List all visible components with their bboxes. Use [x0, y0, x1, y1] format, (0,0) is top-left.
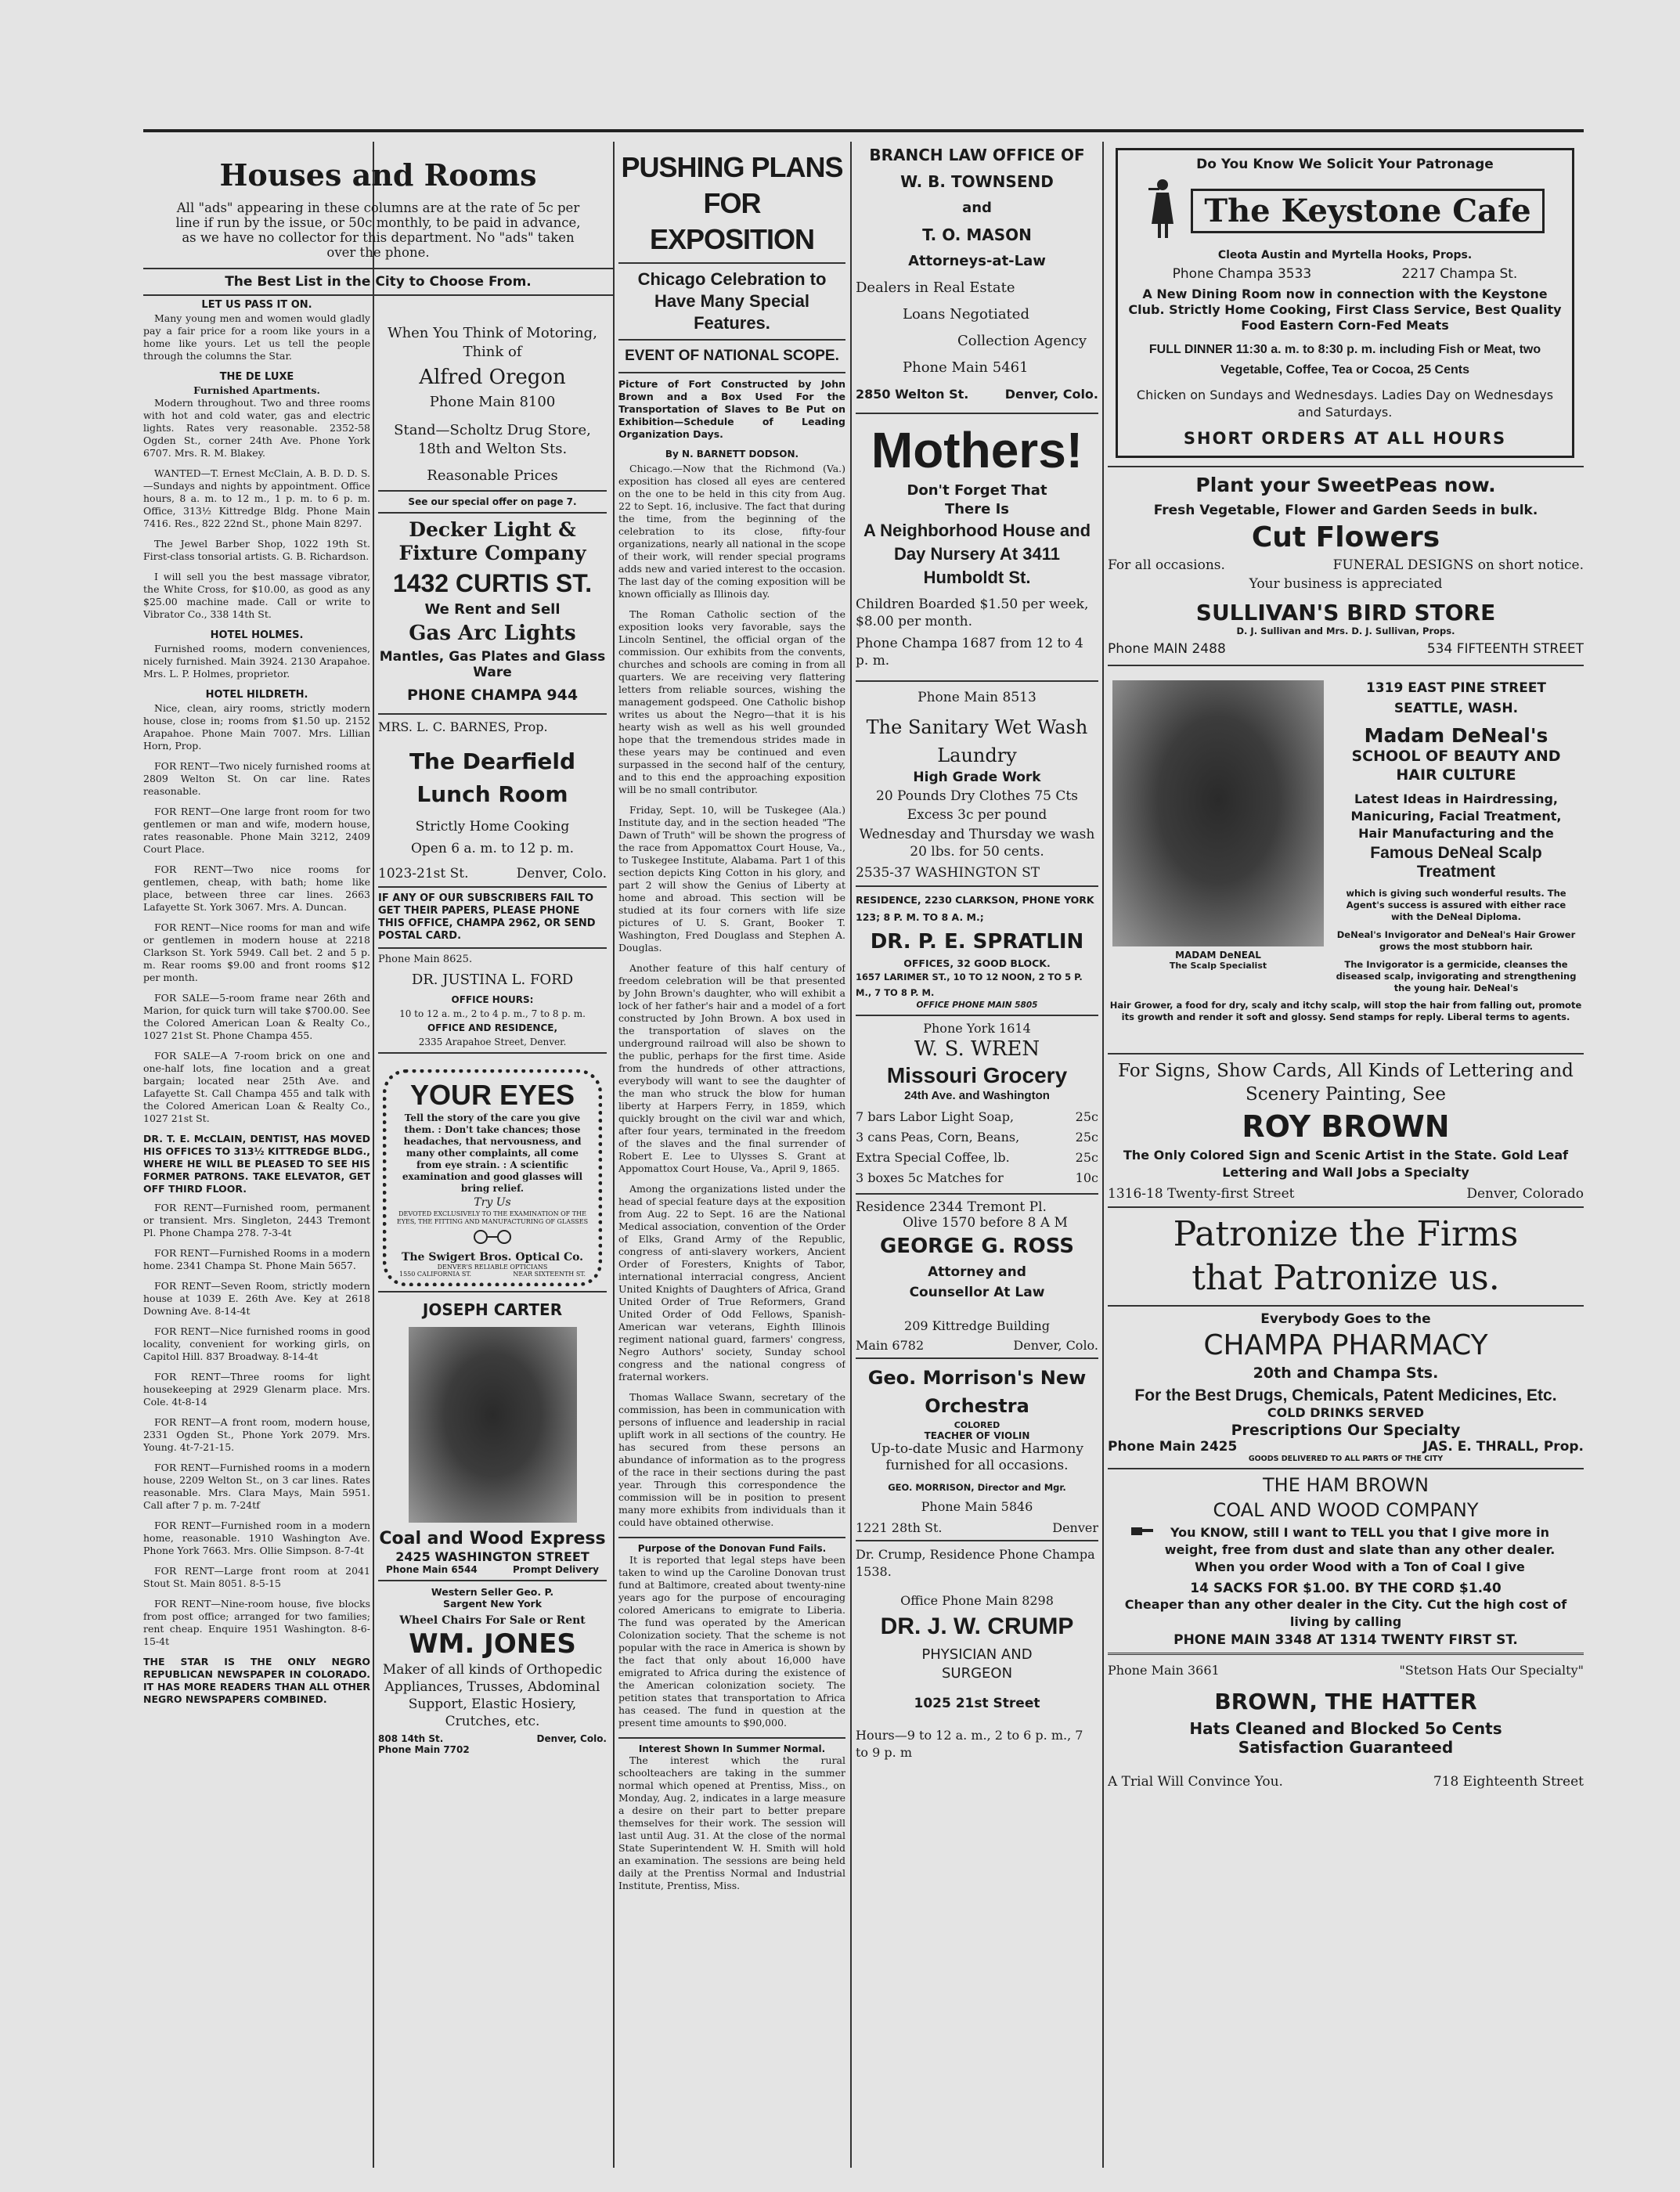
laundry-excess: Excess 3c per pound — [907, 807, 1047, 823]
wren-phone: Phone York 1614 — [923, 1021, 1031, 1036]
subscribers-notice: IF ANY OF OUR SUBSCRIBERS FAIL TO GET THEIR PAPERS, PLEASE PHONE THIS OFFICE, CHAMPA 2962, OR SEND POSTAL CARD. — [378, 892, 596, 942]
patronize-banner: Patronize the Firms that Patronize us. — [1173, 1214, 1519, 1298]
deluxe-text: Modern throughout. Two and three rooms with hot and cold water, gas and electric lights. Rates very reasonable. 2352-58 Ogden St., corner 24th Ave. Phone York 6707. Mrs. R. M. Blakey. — [143, 397, 370, 459]
bird-store-address: 534 FIFTEENTH STREET — [1426, 641, 1584, 657]
deneal-name: Madam DeNeal's — [1364, 724, 1548, 747]
keystone-text: A New Dining Room now in connection with the Keystone Club. Strictly Home Cooking, First Class Service, Best Quality Food Eastern Corn-Fed Meats — [1128, 287, 1562, 333]
classified-ad: FOR RENT—Furnished room in a modern home, reasonable. 1910 Washington Ave. Phone York 7663. Mrs. Ollie Simpson. 8-7-4t — [143, 1520, 370, 1556]
roy-brown-ad — [1108, 1059, 1584, 1202]
classified-ad: FOR RENT—One large front room for two gentlemen or man and wife, modern house, rates reasonable. Phone Main 3212, 2409 Court Place. — [143, 806, 370, 855]
ross-city: Denver, Colo. — [1013, 1338, 1098, 1353]
pass-it-text: Many young men and women would gladly pay a fair price for a room like yours in a home like yours. Let us tell the people through the columns the Star. — [143, 312, 370, 362]
wren-price-list — [856, 1107, 1098, 1188]
ford-office-label: OFFICE HOURS: — [451, 994, 534, 1005]
keystone-dinner: FULL DINNER 11:30 a. m. to 8:30 p. m. including Fish or Meat, two Vegetable, Coffee, Tea or Cocoa, 25 Cents — [1148, 343, 1541, 377]
morrison-colored: COLORED — [954, 1420, 1000, 1430]
price-value: 25c — [1075, 1150, 1098, 1165]
price-value: 25c — [1075, 1109, 1098, 1124]
classifieds-list — [143, 298, 370, 2168]
ham-brown-ad — [1108, 1474, 1584, 1648]
pharmacy-name: CHAMPA PHARMACY — [1203, 1329, 1488, 1361]
cut-flowers: Cut Flowers — [1251, 521, 1440, 553]
deneal-address: 1319 EAST PINE STREET — [1365, 680, 1547, 696]
law-and: and — [962, 200, 992, 216]
law-collection: Collection Agency — [957, 333, 1087, 349]
decker-address: 1432 CURTIS ST. — [392, 569, 593, 597]
eyes-company: The Swigert Bros. Optical Co. — [401, 1251, 584, 1264]
motoring-name: Alfred Oregon — [419, 366, 566, 389]
law-name-2: T. O. MASON — [922, 225, 1032, 244]
article-paragraph: The Roman Catholic section of the exposition looks very favorable, says the Lincoln Sentinel, the official organ of the commission. Our exhibits from the convents, churches and schools are coming in from all quarters. We are receiving very flattering letters from reliable sources, wishing the management godspeed. One Catholic bishop writes us about the Negro—that it is his hearty wish as well as his well grounded hope that the tremendous strides made in these years may be continued and even surpassed in the second half of the century, and to this end the approaching exposition will be no small contributor. — [618, 608, 845, 795]
ham-brown-company: COAL AND WOOD COMPANY — [1213, 1499, 1479, 1521]
signs-text: For Signs, Show Cards, All Kinds of Lettering and Scenery Painting, See — [1118, 1061, 1574, 1105]
holmes-text: Furnished rooms, modern conveniences, nicely furnished. Main 3924. 2130 Arapahoe. Mrs. L. P. Holmes, proprietor. — [143, 643, 370, 680]
law-phone: Phone Main 5461 — [903, 359, 1029, 376]
law-office-ad — [856, 142, 1098, 408]
article-subhead: Chicago Celebration to Have Many Special Features. — [637, 269, 827, 333]
hatter-trial: A Trial Will Convince You. — [1108, 1774, 1283, 1790]
motoring-prices: Reasonable Prices — [427, 467, 558, 484]
hatter-address: 718 Eighteenth Street — [1433, 1774, 1584, 1790]
price-value: 25c — [1075, 1130, 1098, 1145]
decker-phone: PHONE CHAMPA 944 — [406, 687, 579, 704]
price-item: 7 bars Labor Light Soap, — [856, 1109, 1015, 1124]
glasses-icon — [469, 1229, 516, 1248]
business-appreciated: Your business is appreciated — [1249, 576, 1443, 592]
hatter-stetson: "Stetson Hats Our Specialty" — [1399, 1663, 1584, 1678]
morrison-director: GEO. MORRISON, Director and Mgr. — [888, 1482, 1066, 1493]
pharmacy-top: Everybody Goes to the — [1260, 1311, 1431, 1327]
deneal-grower: Hair Grower, a food for dry, scaly and itchy scalp, will stop the hair from falling out, promote its growth and render it soft and glossy. Send stamps for reply. Liberal terms to agents. — [1109, 1000, 1582, 1022]
article-body — [618, 463, 845, 1529]
spratlin-offices: OFFICES, 32 GOOD BLOCK. — [903, 957, 1051, 969]
mothers-ad — [856, 419, 1098, 669]
normal-text: The interest which the rural schoolteachers are taking in the summer normal which opened at Prentiss, Miss., on Monday, Aug. 2, indicates in a large measure a desire on their part to better prepare themselves for their work. The session will last until Aug. 31. At the close of the normal State Superintendent W. H. Smith will hold an examination. The sessions are being held daily at the Prentiss Normal and Industrial Institute, Prentiss, Miss. — [618, 1754, 845, 1891]
laundry-pounds: 20 Pounds Dry Clothes 75 Cts — [876, 788, 1078, 804]
price-row — [856, 1168, 1098, 1188]
ross-name: GEORGE G. ROSS — [879, 1235, 1075, 1258]
crump-title: PHYSICIAN AND SURGEON — [921, 1646, 1033, 1682]
eyes-text: Tell the story of the care you give them. : Don't take chances; those headaches, that nervousness, and many other complaints, all come from eye strain. : A scientific examination and good glasses will bring relief. — [402, 1112, 583, 1194]
keystone-top: Do You Know We Solicit Your Patronage — [1196, 157, 1494, 172]
roy-brown-text: The Only Colored Sign and Scenic Artist in the State. Gold Leaf Lettering and Wall Jobs a Specialty — [1123, 1148, 1569, 1180]
mothers-nursery: A Neighborhood House and Day Nursery At 3411 Humboldt St. — [863, 521, 1091, 587]
spratlin-phone: OFFICE PHONE MAIN 5805 — [916, 1000, 1038, 1010]
keystone-phone: Phone Champa 3533 — [1172, 266, 1312, 282]
laundry-address: 2535-37 WASHINGTON ST — [856, 865, 1040, 881]
deluxe-heading: THE DE LUXE — [219, 371, 294, 383]
deneal-results: which is giving such wonderful results. The Agent's success is assured with either race with the DeNeal Diploma. — [1346, 888, 1566, 922]
deneal-ideas: Latest Ideas in Hairdressing, Manicuring, Facial Treatment, Hair Manufacturing and the — [1350, 791, 1562, 841]
decker-name: Decker Light & Fixture Company — [398, 518, 586, 564]
eyes-title: YOUR EYES — [409, 1079, 575, 1111]
dearfield-city: Denver, Colo. — [516, 866, 607, 881]
classified-ad: FOR RENT—Furnished rooms in a modern house, 2209 Welton St., on 3 car lines. Rates reasonable. Mrs. Clara Mays, Main 5951. Call after 7 p. m. 7-24tf — [143, 1462, 370, 1511]
ross-residence: Residence 2344 Tremont Pl. — [856, 1199, 1047, 1215]
dentist-notice: DR. T. E. McCLAIN, DENTIST, HAS MOVED HIS OFFICES TO 313½ KITTREDGE BLDG., WHERE HE WILL BE PLEASED TO SEE HIS FORMER PATRONS. TAKE ELEVATOR, GET OFF THIRD FLOOR. — [143, 1133, 370, 1195]
eyes-subline: DENVER'S RELIABLE OPTICIANS — [437, 1264, 548, 1271]
champa-pharmacy-ad — [1108, 1311, 1584, 1463]
crump-residence: Dr. Crump, Residence Phone Champa 1538. — [856, 1547, 1095, 1579]
wren-ad — [856, 1021, 1098, 1188]
deneal-city: SEATTLE, WASH. — [1393, 701, 1519, 716]
law-real-estate: Dealers in Real Estate — [856, 279, 1015, 296]
deneal-germicide: The Invigorator is a germicide, cleanses the diseased scalp, invigorating and strengthening the young hair. DeNeal's — [1336, 959, 1577, 993]
donovan-text: It is reported that legal steps have been taken to wind up the Caroline Donovan trust fund at Baltimore, created about twenty-nine years ago for the purpose of encouraging colored Americans to emigrate to Liberia. The fund was operated by the American Colonization society. That the scheme is not popular with the race in America is shown by the fact that only about 16,000 have emigrated to Africa during the existence of the American colonization society. The petition states that transportation to Africa has ceased. The fund in question at the present time amounts to $90,000. — [618, 1554, 845, 1729]
spratlin-name: DR. P. E. SPRATLIN — [870, 930, 1084, 954]
laundry-days: Wednesday and Thursday we wash 20 lbs. for 50 cents. — [859, 827, 1095, 860]
price-row — [856, 1107, 1098, 1127]
waitress-icon — [1145, 177, 1180, 244]
ford-name: DR. JUSTINA L. FORD — [411, 972, 574, 988]
morrison-city: Denver — [1052, 1520, 1098, 1535]
carter-prompt: Prompt Delivery — [513, 1564, 599, 1575]
law-address: 2850 Welton St. — [856, 387, 969, 402]
ford-address: 2335 Arapahoe Street, Denver. — [418, 1037, 567, 1047]
crump-address: 1025 21st Street — [914, 1696, 1040, 1711]
mothers-phone: Phone Champa 1687 from 12 to 4 p. m. — [856, 636, 1083, 669]
hildreth-heading: HOTEL HILDRETH. — [205, 689, 308, 701]
jones-text: Maker of all kinds of Orthopedic Appliances, Trusses, Abdominal Support, Elastic Hosiery, Crutches, etc. — [382, 1662, 603, 1729]
eyes-ad — [383, 1069, 602, 1286]
price-row — [856, 1148, 1098, 1168]
classified-ad: FOR RENT—Nice rooms for man and wife or gentlemen in modern house at 2218 Clarkson St. York 5949. Call bet. 2 and 5 p. m. Rear rooms $9.00 and front rooms $12 per month. — [143, 921, 370, 983]
ham-brown-text: You KNOW, still I want to TELL you that I give more in weight, free from dust and slate than any other dealer. When you order Wood with a Ton of Coal I give — [1164, 1525, 1556, 1574]
bird-store-phone: Phone MAIN 2488 — [1108, 641, 1226, 657]
ford-phone: Phone Main 8625. — [378, 954, 473, 965]
morrison-ad — [856, 1364, 1098, 1535]
advertisements-column-4 — [856, 142, 1098, 2168]
classified-ad: FOR RENT—A front room, modern house, 2331 Ogden St., Phone York 2079. Mrs. Young. 4t-7-21-15. — [143, 1416, 370, 1453]
brown-hatter-ad — [1108, 1663, 1584, 1790]
article-byline: By N. BARNETT DODSON. — [665, 449, 799, 460]
pharmacy-prop: JAS. E. THRALL, Prop. — [1422, 1439, 1584, 1455]
carter-coal: Coal and Wood Express — [379, 1529, 606, 1548]
classified-ad: WANTED—T. Ernest McClain, A. B. D. D. S.—Sundays and nights by appointment. Office hours, 8 a. m. to 12 m., 1 p. m. to 6 p. m. Office, 313½ Kittredge Bldg. Phone Main 7416. Res., 822 22nd St., phone Main 8297. — [143, 467, 370, 529]
ross-title: Attorney and Counsellor At Law — [909, 1264, 1045, 1300]
article-paragraph: Among the organizations listed under the head of special feature days at the exposition from Aug. 22 to Sept. 16 are the National Medical association, convention of the Order of Elks, Grand Army of the Republic, congress of anti-slavery workers, Ancient Order of Foresters, Knights of Tabor, international interracial congress, Ancient United Knights of Daughters of Africa, Grand United Order of True Reformers, Grand United Order of Odd Fellows, Spanish-American war veterans, Eighth Illinois regiment national guard, farmers' congress, Negro Authors' society, Sunday school congress and the national congress of fraternal workers. — [618, 1183, 845, 1383]
hatter-satisfaction: Satisfaction Guaranteed — [1238, 1738, 1454, 1757]
law-name-1: W. B. TOWNSEND — [900, 172, 1054, 191]
ford-residence-label: OFFICE AND RESIDENCE, — [427, 1022, 558, 1033]
motoring-lead: When You Think of Motoring, Think of — [388, 325, 597, 360]
classified-ad: FOR RENT—Nine-room house, five blocks from post office; arranged for two families; rent cheap. Enquire 1951 Washington. 8-6-15-4t — [143, 1598, 370, 1647]
carter-name: JOSEPH CARTER — [422, 1300, 563, 1319]
pointing-hand-icon — [1131, 1524, 1153, 1576]
ham-brown-phone: PHONE MAIN 3348 AT 1314 TWENTY FIRST ST. — [1173, 1632, 1518, 1648]
keystone-address: 2217 Champa St. — [1401, 266, 1518, 282]
carter-photo — [409, 1327, 577, 1523]
carter-ad — [378, 1300, 607, 1575]
carter-address: 2425 WASHINGTON STREET — [395, 1549, 589, 1564]
morrison-name: Geo. Morrison's New Orchestra — [867, 1367, 1087, 1417]
classified-ad: The Jewel Barber Shop, 1022 19th St. First-class tonsorial artists. G. B. Richardson. — [143, 538, 370, 562]
crump-office: Office Phone Main 8298 — [900, 1593, 1054, 1608]
ham-brown-sacks: 14 SACKS FOR $1.00. BY THE CORD $1.40 — [1190, 1581, 1502, 1596]
deneal-invigorator: DeNeal's Invigorator and DeNeal's Hair Grower grows the most stubborn hair. — [1336, 929, 1576, 952]
classified-ad: I will sell you the best massage vibrator, the White Cross, for $10.00, as good as any $25.00 machine made. Call or write to Vibrator Co., 338 14th St. — [143, 571, 370, 620]
laundry-grade: High Grade Work — [913, 770, 1041, 785]
column-rule — [1102, 142, 1104, 2168]
ham-brown-cheaper: Cheaper than any other dealer in the City. Cut the high cost of living by calling — [1124, 1597, 1567, 1629]
dearfield-name: The Dearfield Lunch Room — [409, 748, 576, 807]
star-notice: THE STAR IS THE ONLY NEGRO REPUBLICAN NEWSPAPER IN COLORADO. IT HAS MORE READERS THAN ALL OTHER NEGRO NEWSPAPERS COMBINED. — [143, 1656, 370, 1705]
eyes-near: NEAR SIXTEENTH ST. — [513, 1271, 586, 1278]
seeds: Fresh Vegetable, Flower and Garden Seeds in bulk. — [1153, 503, 1538, 518]
jones-city: Denver, Colo. — [536, 1733, 607, 1744]
decker-mantles: Mantles, Gas Plates and Glass Ware — [379, 649, 606, 680]
mothers-title: Mothers! — [871, 422, 1083, 478]
deneal-photo — [1112, 680, 1324, 946]
bird-store-name: SULLIVAN'S BIRD STORE — [1195, 600, 1496, 626]
bird-store-ad — [1108, 474, 1584, 657]
crump-ad — [856, 1546, 1098, 1761]
roy-brown-city: Denver, Colorado — [1466, 1186, 1584, 1202]
column-rule — [850, 142, 852, 2168]
classified-ad: FOR RENT—Two nicely furnished rooms at 2809 Welton St. On car line. Rates reasonable. — [143, 760, 370, 797]
roy-brown-address: 1316-18 Twenty-first Street — [1108, 1186, 1295, 1202]
classified-ad: FOR RENT—Nice furnished rooms in good locality, convenient for working girls, on Capitol Hill. 837 Broadway. 8-14-4t — [143, 1325, 370, 1362]
motoring-stand: Stand—Scholtz Drug Store, 18th and Welton Sts. — [394, 422, 591, 457]
jones-name: WM. JONES — [409, 1628, 576, 1660]
wheel-chairs: Wheel Chairs For Sale or Rent — [399, 1614, 586, 1627]
classified-ad: FOR RENT—Large front room at 2041 Stout St. Main 8051. 8-5-15 — [143, 1565, 370, 1589]
decker-ad — [378, 518, 607, 704]
ross-ad — [856, 1199, 1098, 1353]
best-list-heading: The Best List in the City to Choose From. — [225, 274, 532, 290]
law-city: Denver, Colo. — [1004, 387, 1098, 402]
laundry-name: The Sanitary Wet Wash Laundry — [866, 716, 1088, 766]
morrison-text: Up-to-date Music and Harmony furnished for all occasions. — [871, 1441, 1083, 1473]
ham-brown-name: THE HAM BROWN — [1262, 1474, 1429, 1496]
classified-ad: FOR RENT—Three rooms for light housekeeping at 2929 Glenarm place. Mrs. Cole. 4t-8-14 — [143, 1371, 370, 1408]
keystone-ad — [1116, 148, 1574, 458]
crump-hours: Hours—9 to 12 a. m., 2 to 6 p. m., 7 to 9 p. m — [856, 1728, 1083, 1760]
keystone-name: The Keystone Cafe — [1191, 189, 1544, 233]
price-item: 3 boxes 5c Matches for — [856, 1170, 1004, 1185]
article-column — [618, 142, 845, 2168]
hildreth-text: Nice, clean, airy rooms, strictly modern house, close in; rooms from $1.50 up. 2152 Arapahoe. Phone Main 7007. Mrs. Lillian Horn, Prop. — [143, 702, 370, 752]
hatter-name: BROWN, THE HATTER — [1214, 1689, 1477, 1714]
ads-rate-notice: All "ads" appearing in these columns are at the rate of 5c per line if run by the issue, or 50c monthly, to be paid in advance, as we have no collector for this department. No "ads" taken over the phone. — [175, 200, 581, 260]
morrison-address: 1221 28th St. — [856, 1520, 943, 1535]
hatter-phone: Phone Main 3661 — [1108, 1663, 1220, 1678]
price-item: Extra Special Coffee, lb. — [856, 1150, 1010, 1165]
eyes-try: Try Us — [474, 1196, 511, 1209]
occasions: For all occasions. — [1108, 557, 1225, 573]
spratlin-hours: 1657 LARIMER ST., 10 TO 12 NOON, 2 TO 5 P. M., 7 TO 8 P. M. — [856, 972, 1083, 998]
normal-heading: Interest Shown In Summer Normal. — [638, 1743, 826, 1754]
donovan-heading: Purpose of the Donovan Fund Fails. — [637, 1543, 827, 1554]
classified-ad: FOR SALE—A 7-room brick on one and one-half lots, fine location and a great bargain; located near 25th Ave. and Lafayette St. Call Champa 455 and talk with the Colored American Loan & Realty Co., 1027 21st St. — [143, 1050, 370, 1124]
morrison-phone: Phone Main 5846 — [921, 1499, 1033, 1514]
dearfield-cooking: Strictly Home Cooking — [415, 819, 570, 835]
ross-olive: Olive 1570 before 8 A M — [903, 1215, 1068, 1231]
holmes-heading: HOTEL HOLMES. — [210, 629, 304, 641]
mothers-board: Children Boarded $1.50 per week, $8.00 per month. — [856, 597, 1089, 629]
laundry-phone: Phone Main 8513 — [918, 690, 1036, 705]
dearfield-address: 1023-21st St. — [378, 866, 469, 881]
bird-store-props: D. J. Sullivan and Mrs. D. J. Sullivan, Props. — [1236, 626, 1455, 636]
article-paragraph: Chicago.—Now that the Richmond (Va.) exposition has closed all eyes are centered on the one to be held in this city from Aug. 22 to Sept. 16, inclusive. The fact that during the time, from the beginning of the celebration to its close, fifty-four organizations, nearly all national in the scope of their work, will render special programs adds new and varied interest to the occasion. The last day of the coming exposition will be known officially as Illinois day. — [618, 463, 845, 600]
law-attorneys: Attorneys-at-Law — [908, 253, 1046, 269]
newspaper-page — [143, 129, 1584, 2168]
funeral-designs: FUNERAL DESIGNS on short notice. — [1332, 557, 1584, 573]
keystone-short-orders: SHORT ORDERS AT ALL HOURS — [1183, 429, 1507, 448]
deneal-famous: Famous DeNeal Scalp Treatment — [1370, 844, 1542, 881]
article-headline: PUSHING PLANS FOR EXPOSITION — [621, 151, 843, 255]
mothers-forget: Don't Forget That There Is — [907, 482, 1047, 517]
article-paragraph: Friday, Sept. 10, will be Tuskegee (Ala.) Institute day, and in the section headed "The Dawn of Truth" will be shown the progress of the race from Appomattox Court House, Va., to Tuskegee Institute, Alabama. Part 1 of this section depicts King Cotton in his glory, and part 2 will show the Genius of Liberty at home and abroad. This section will be studied at its four corners with life size pictures of U. S. Grant, Booker T. Washington, Fred Douglass and Stephen A. Douglas. — [618, 804, 845, 954]
sweetpeas: Plant your SweetPeas now. — [1195, 474, 1496, 496]
houses-rooms-title: Houses and Rooms — [219, 157, 537, 193]
special-offer-note: See our special offer on page 7. — [408, 496, 577, 507]
wren-name: W. S. WREN — [914, 1037, 1040, 1061]
article-paragraph: Thomas Wallace Swann, secretary of the commission, has been in communication with persons of influence and leadership in racial uplift work in all sections of the country. He has secured from these persons an abundance of information as to the progress of the race in their sections during the past year. Through this correspondence the commission will be in position to present many more exhibits from individuals than it could have obtained otherwise. — [618, 1391, 845, 1528]
dearfield-proprietor: MRS. L. C. BARNES, Prop. — [378, 719, 548, 734]
keystone-props: Cleota Austin and Myrtella Hooks, Props. — [1217, 249, 1473, 261]
western-seller: Western Seller Geo. P. Sargent New York — [431, 1586, 554, 1610]
pharmacy-best: For the Best Drugs, Chemicals, Patent Medicines, Etc. — [1134, 1386, 1557, 1404]
law-loans: Loans Negotiated — [903, 306, 1029, 323]
pharmacy-cold: COLD DRINKS SERVED — [1267, 1405, 1425, 1420]
roy-brown-name: ROY BROWN — [1242, 1109, 1450, 1144]
pharmacy-phone: Phone Main 2425 — [1108, 1439, 1238, 1455]
classified-ad: FOR SALE—5-room frame near 26th and Marion, for quick turn will take $700.00. See the Colored American Loan & Realty Co., 1027 21st St. Phone Champa 455. — [143, 992, 370, 1041]
jones-ad — [378, 1586, 607, 1755]
ross-main: Main 6782 — [856, 1338, 925, 1353]
deneal-school: SCHOOL OF BEAUTY AND HAIR CULTURE — [1351, 748, 1561, 784]
deluxe-subheading: Furnished Apartments. — [193, 384, 320, 396]
law-title: BRANCH LAW OFFICE OF — [869, 146, 1085, 164]
deneal-caption-2: The Scalp Specialist — [1169, 961, 1267, 971]
article-event-head: EVENT OF NATIONAL SCOPE. — [625, 348, 839, 364]
carter-phone: Phone Main 6544 — [386, 1564, 478, 1575]
advertisements-column-2 — [378, 324, 607, 2168]
ford-ad — [378, 954, 607, 1047]
motoring-phone: Phone Main 8100 — [429, 394, 556, 410]
spratlin-residence: RESIDENCE, 2230 CLARKSON, PHONE YORK 123; 8 P. M. TO 8 A. M.; — [856, 894, 1094, 923]
article-paragraph: Another feature of this half century of freedom celebration will be that presented by John Brown's daughter, who will exhibit a lock of her father's hair and a model of a fort constructed by John Brown. A box used in the transportation of slaves on the underground railroad will also be shown to the public, perhaps for the first time. Aside from the hundreds of other attractions, everybody will want to see the daughter of the man who struck the blow for human liberty at Harpers Ferry, in 1859, which quickly brought on the civil war and which, after four years, terminated in the freedom of the slaves and the final surrender of Robert E. Lee to Ulysses S. Grant at Appomattox Court House, Va., April 9, 1865. — [618, 962, 845, 1174]
morrison-violin: TEACHER OF VIOLIN — [924, 1430, 1030, 1441]
pharmacy-rx: Prescriptions Our Specialty — [1231, 1422, 1461, 1439]
classified-ad: FOR RENT—Furnished room, permanent or transient. Mrs. Singleton, 2443 Tremont Pl. Phone Champa 278. 7-3-4t — [143, 1202, 370, 1238]
classified-ad: FOR RENT—Seven Room, strictly modern house at 1039 E. 26th Ave. Key at 2618 Downing Ave. 8-14-4t — [143, 1280, 370, 1317]
spratlin-ad — [856, 892, 1098, 1010]
price-value: 10c — [1075, 1170, 1098, 1185]
column-rule — [613, 142, 615, 2168]
price-row — [856, 1127, 1098, 1148]
article-deck: Picture of Fort Constructed by John Brown and a Box Used For the Transportation of Slaves to Be Put on Exhibition—Schedule of Leading Organization Days. — [618, 378, 845, 440]
crump-name: DR. J. W. CRUMP — [880, 1613, 1074, 1639]
pass-it-heading: LET US PASS IT ON. — [201, 299, 312, 311]
advertisements-column-5 — [1108, 142, 1584, 2168]
price-item: 3 cans Peas, Corn, Beans, — [856, 1130, 1020, 1145]
dearfield-hours: Open 6 a. m. to 12 p. m. — [410, 841, 575, 856]
ford-hours: 10 to 12 a. m., 2 to 4 p. m., 7 to 8 p. m. — [399, 1008, 586, 1019]
wren-store: Missouri Grocery — [886, 1063, 1068, 1087]
eyes-address: 1550 CALIFORNIA ST. — [399, 1271, 472, 1278]
pharmacy-address: 20th and Champa Sts. — [1253, 1365, 1439, 1382]
ross-building: 209 Kittredge Building — [904, 1318, 1050, 1333]
dearfield-ad — [378, 719, 607, 881]
decker-rent: We Rent and Sell — [424, 601, 561, 618]
eyes-devoted: DEVOTED EXCLUSIVELY TO THE EXAMINATION OF THE EYES, THE FITTING AND MANUFACTURING OF GLASSES — [396, 1210, 589, 1225]
laundry-ad — [856, 690, 1098, 881]
deneal-ad — [1108, 671, 1584, 1048]
classified-ad: FOR RENT—Two nice rooms for gentlemen, cheap, with bath; home like place, between three car lines. 2663 Lafayette St. York 3067. Mrs. A. Duncan. — [143, 863, 370, 913]
jones-address: 808 14th St. — [378, 1733, 444, 1744]
deneal-caption: MADAM DeNEAL — [1175, 950, 1261, 961]
decker-gas: Gas Arc Lights — [409, 622, 576, 645]
keystone-chicken: Chicken on Sundays and Wednesdays. Ladies Day on Wednesdays and Saturdays. — [1136, 388, 1554, 420]
wren-address: 24th Ave. and Washington — [904, 1089, 1050, 1102]
pharmacy-goods: GOODS DELIVERED TO ALL PARTS OF THE CITY — [1248, 1455, 1444, 1463]
classified-ad: FOR RENT—Furnished Rooms in a modern home. 2341 Champa St. Phone Main 5657. — [143, 1247, 370, 1271]
hatter-hats: Hats Cleaned and Blocked 5o Cents — [1189, 1719, 1502, 1738]
motoring-ad — [378, 324, 607, 485]
jones-phone: Phone Main 7702 — [378, 1744, 470, 1755]
